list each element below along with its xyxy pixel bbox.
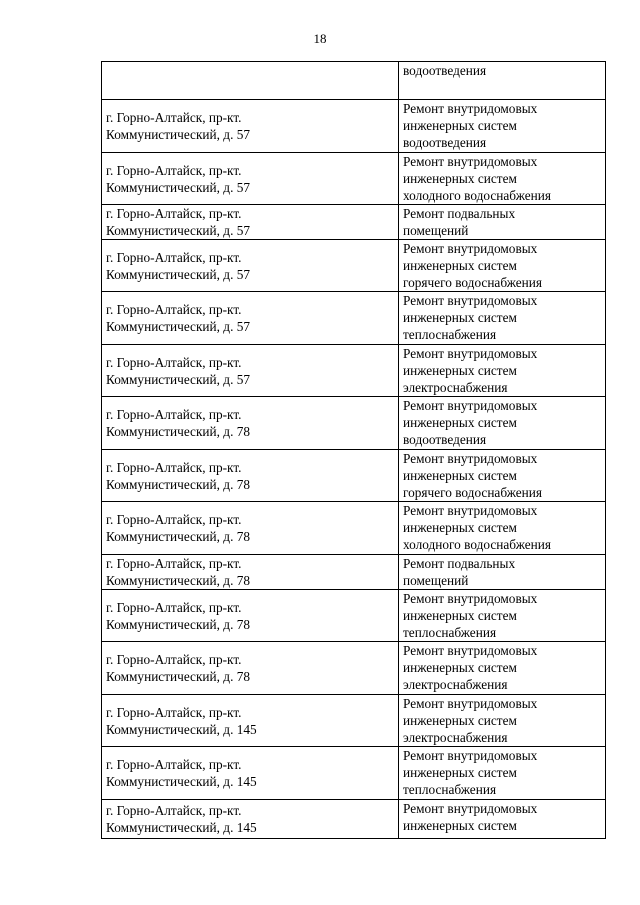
work-type-line: Ремонт внутридомовых	[403, 748, 538, 763]
address-cell	[102, 450, 399, 502]
address-line: г. Горно-Алтайск, пр-кт.	[106, 599, 242, 615]
work-type-line: электроснабжения	[403, 380, 508, 395]
address-cell	[102, 100, 399, 153]
work-type-line: инженерных систем	[403, 713, 517, 728]
work-type-line: помещений	[403, 223, 469, 238]
work-type-line: Ремонт внутридомовых	[403, 696, 538, 711]
address-line: Коммунистический, д. 145	[106, 721, 257, 737]
work-type-line: Ремонт подвальных	[403, 556, 516, 571]
table-body	[102, 62, 606, 839]
work-type-line: помещений	[403, 573, 469, 588]
work-type-line: теплоснабжения	[403, 327, 497, 342]
address-line: г. Горно-Алтайск, пр-кт.	[106, 162, 242, 178]
work-type-cell	[399, 62, 606, 100]
work-type-cell	[399, 292, 606, 345]
address-line: г. Горно-Алтайск, пр-кт.	[106, 556, 242, 571]
work-type-line: инженерных систем	[403, 660, 517, 675]
address-cell	[102, 62, 399, 100]
work-type-line: инженерных систем	[403, 468, 517, 483]
work-type-cell	[399, 747, 606, 800]
work-type-cell	[399, 100, 606, 153]
address-cell	[102, 590, 399, 642]
table-row	[102, 205, 606, 240]
address-line: г. Горно-Алтайск, пр-кт.	[106, 704, 242, 720]
table-row	[102, 292, 606, 345]
work-type-cell	[399, 642, 606, 695]
work-type-cell	[399, 153, 606, 205]
table-row	[102, 153, 606, 205]
address-cell	[102, 642, 399, 695]
work-type-line: горячего водоснабжения	[403, 485, 543, 500]
work-type-line: Ремонт внутридомовых	[403, 503, 538, 518]
address-cell	[102, 695, 399, 747]
works-table	[101, 61, 606, 839]
work-type-line: водоотведения	[403, 432, 487, 447]
work-type-line: инженерных систем	[403, 520, 517, 535]
table-row	[102, 450, 606, 502]
address-line: г. Горно-Алтайск, пр-кт.	[106, 512, 242, 527]
address-line: г. Горно-Алтайск, пр-кт.	[106, 652, 242, 667]
address-line: Коммунистический, д. 57	[106, 371, 251, 387]
work-type-line: Ремонт внутридомовых	[403, 398, 538, 413]
work-type-cell	[399, 695, 606, 747]
work-type-cell	[399, 240, 606, 292]
address-line: г. Горно-Алтайск, пр-кт.	[106, 110, 242, 125]
address-line: Коммунистический, д. 78	[106, 573, 251, 588]
work-type-line: инженерных систем	[403, 608, 517, 623]
work-type-line: электроснабжения	[403, 730, 508, 745]
work-type-cell	[399, 345, 606, 397]
address-cell	[102, 397, 399, 450]
work-type-line: холодного водоснабжения	[403, 537, 551, 552]
work-type-line: Ремонт подвальных	[403, 206, 516, 221]
work-type-line: инженерных систем	[403, 818, 517, 833]
work-type-line: инженерных систем	[403, 118, 517, 133]
work-type-line: Ремонт внутридомовых	[403, 101, 538, 116]
address-line: Коммунистический, д. 57	[106, 319, 251, 334]
address-cell	[102, 292, 399, 345]
address-line: Коммунистический, д. 145	[106, 774, 257, 789]
work-type-line: Ремонт внутридомовых	[403, 346, 538, 361]
table-row	[102, 590, 606, 642]
work-type-cell	[399, 502, 606, 555]
address-line: Коммунистический, д. 78	[106, 669, 251, 684]
work-type-line: Ремонт внутридомовых	[403, 451, 538, 466]
work-type-line: водоотведения	[403, 63, 487, 78]
page-number: 18	[313, 31, 327, 46]
work-type-line: инженерных систем	[403, 171, 517, 186]
work-type-line: Ремонт внутридомовых	[403, 643, 538, 658]
address-line: г. Горно-Алтайск, пр-кт.	[106, 302, 242, 317]
address-cell	[102, 345, 399, 397]
work-type-line: Ремонт внутридомовых	[403, 801, 538, 816]
work-type-line: Ремонт внутридомовых	[403, 591, 538, 606]
address-cell	[102, 502, 399, 555]
address-line: Коммунистический, д. 78	[106, 424, 251, 439]
address-line: г. Горно-Алтайск, пр-кт.	[106, 206, 242, 221]
address-cell	[102, 240, 399, 292]
address-cell	[102, 555, 399, 590]
table-row	[102, 502, 606, 555]
work-type-line: инженерных систем	[403, 765, 517, 780]
work-type-line: инженерных систем	[403, 415, 517, 430]
table-row	[102, 800, 606, 839]
work-type-line: теплоснабжения	[403, 625, 497, 640]
address-cell	[102, 747, 399, 800]
address-line: Коммунистический, д. 78	[106, 529, 251, 544]
address-line: г. Горно-Алтайск, пр-кт.	[106, 757, 242, 772]
work-type-line: теплоснабжения	[403, 782, 497, 797]
table-row	[102, 695, 606, 747]
work-type-cell	[399, 450, 606, 502]
address-cell	[102, 153, 399, 205]
work-type-line: горячего водоснабжения	[403, 275, 543, 290]
work-type-line: водоотведения	[403, 135, 487, 150]
table-row	[102, 555, 606, 590]
address-line: Коммунистический, д. 145	[106, 820, 257, 835]
address-line: Коммунистический, д. 78	[106, 476, 251, 492]
work-type-line: Ремонт внутридомовых	[403, 293, 538, 308]
work-type-line: инженерных систем	[403, 258, 517, 273]
work-type-line: электроснабжения	[403, 677, 508, 692]
table-row	[102, 345, 606, 397]
work-type-line: Ремонт внутридомовых	[403, 241, 538, 256]
work-type-cell	[399, 205, 606, 240]
table-row	[102, 642, 606, 695]
table-row	[102, 747, 606, 800]
table-row	[102, 240, 606, 292]
table-row	[102, 397, 606, 450]
address-line: Коммунистический, д. 57	[106, 223, 251, 238]
work-type-line: инженерных систем	[403, 363, 517, 378]
address-line: г. Горно-Алтайск, пр-кт.	[106, 249, 242, 265]
address-line: Коммунистический, д. 57	[106, 179, 251, 195]
work-type-line: инженерных систем	[403, 310, 517, 325]
work-type-line: Ремонт внутридомовых	[403, 154, 538, 169]
address-cell	[102, 205, 399, 240]
work-type-cell	[399, 555, 606, 590]
address-line: Коммунистический, д. 57	[106, 266, 251, 282]
work-type-cell	[399, 397, 606, 450]
address-line: г. Горно-Алтайск, пр-кт.	[106, 354, 242, 370]
table-row	[102, 62, 606, 100]
work-type-cell	[399, 590, 606, 642]
address-line: г. Горно-Алтайск, пр-кт.	[106, 459, 242, 475]
address-line: г. Горно-Алтайск, пр-кт.	[106, 803, 242, 818]
work-type-line: холодного водоснабжения	[403, 188, 551, 203]
work-type-cell	[399, 800, 606, 839]
table-row	[102, 100, 606, 153]
address-line: Коммунистический, д. 57	[106, 127, 251, 142]
address-line: Коммунистический, д. 78	[106, 616, 251, 632]
address-cell	[102, 800, 399, 839]
address-line: г. Горно-Алтайск, пр-кт.	[106, 407, 242, 422]
